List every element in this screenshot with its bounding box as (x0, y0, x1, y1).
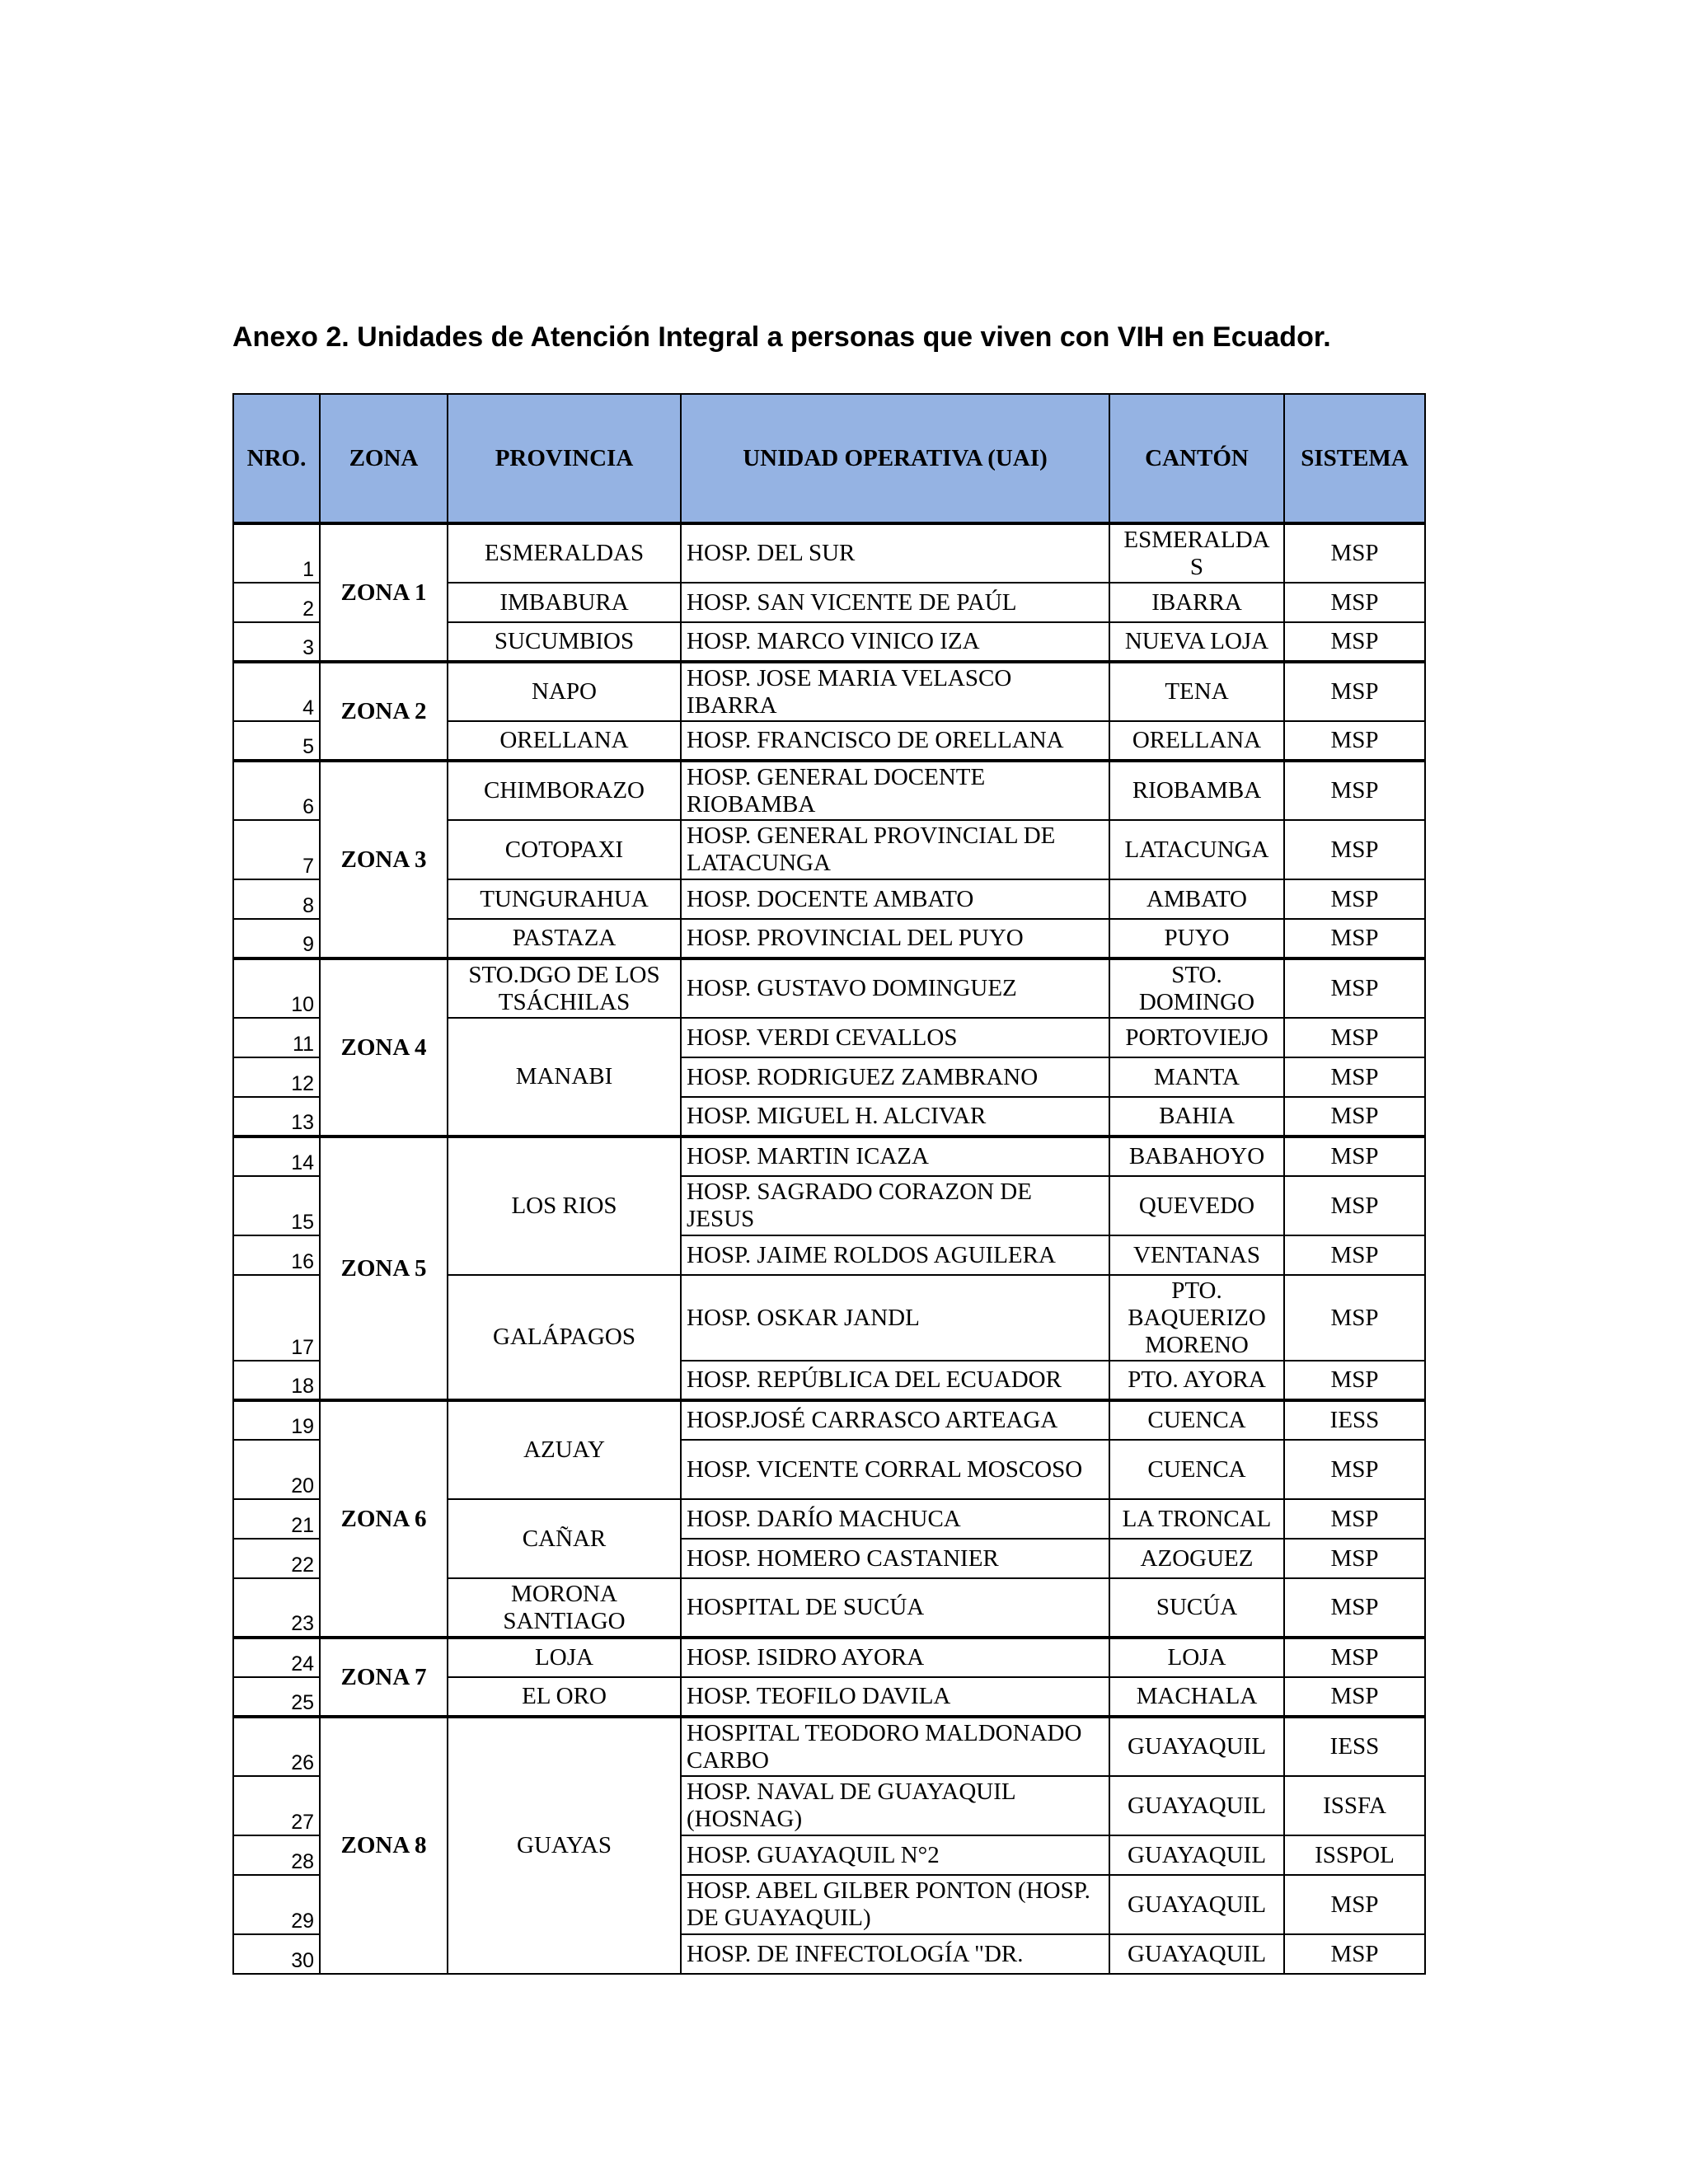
system-cell: MSP (1284, 523, 1425, 583)
canton-cell: BABAHOYO (1109, 1137, 1284, 1176)
canton-cell: LATACUNGA (1109, 820, 1284, 879)
row-number: 26 (233, 1717, 320, 1776)
table-row (233, 662, 1425, 721)
unit-cell: HOSP. VERDI CEVALLOS (681, 1018, 1109, 1057)
unit-cell: HOSP. MARTIN ICAZA (681, 1137, 1109, 1176)
document-title: Anexo 2. Unidades de Atención Integral a personas que viven con VIH en Ecuador. (232, 321, 1331, 353)
system-cell: ISSFA (1284, 1776, 1425, 1835)
unit-cell: HOSP. DEL SUR (681, 523, 1109, 583)
row-number: 6 (233, 761, 320, 820)
unit-cell: HOSP. FRANCISCO DE ORELLANA (681, 721, 1109, 761)
unit-cell: HOSP. SAGRADO CORAZON DE JESUS (681, 1176, 1109, 1235)
canton-cell: SUCÚA (1109, 1578, 1284, 1638)
unit-cell: HOSP. PROVINCIAL DEL PUYO (681, 919, 1109, 958)
row-number: 25 (233, 1677, 320, 1717)
zone-cell: ZONA 8 (320, 1717, 448, 1974)
zone-cell: ZONA 4 (320, 958, 448, 1137)
unit-cell: HOSP. JOSE MARIA VELASCO IBARRA (681, 662, 1109, 721)
zone-cell: ZONA 7 (320, 1638, 448, 1717)
unit-cell: HOSP. MIGUEL H. ALCIVAR (681, 1097, 1109, 1137)
unit-cell: HOSP. GUSTAVO DOMINGUEZ (681, 958, 1109, 1018)
canton-cell: TENA (1109, 662, 1284, 721)
canton-cell: RIOBAMBA (1109, 761, 1284, 820)
canton-cell: GUAYAQUIL (1109, 1717, 1284, 1776)
unit-cell: HOSP. NAVAL DE GUAYAQUIL (HOSNAG) (681, 1776, 1109, 1835)
uai-table (232, 393, 1426, 1975)
unit-cell: HOSP. ABEL GILBER PONTON (HOSP. DE GUAYAQUIL) (681, 1875, 1109, 1934)
system-cell: MSP (1284, 1275, 1425, 1361)
system-cell: MSP (1284, 1677, 1425, 1717)
system-cell: IESS (1284, 1717, 1425, 1776)
row-number: 18 (233, 1361, 320, 1400)
row-number: 30 (233, 1934, 320, 1974)
province-cell: AZUAY (448, 1400, 681, 1499)
system-cell: MSP (1284, 761, 1425, 820)
system-cell: MSP (1284, 721, 1425, 761)
row-number: 24 (233, 1638, 320, 1677)
system-cell: MSP (1284, 919, 1425, 958)
canton-cell: QUEVEDO (1109, 1176, 1284, 1235)
unit-cell: HOSP. HOMERO CASTANIER (681, 1539, 1109, 1578)
header-canton: CANTÓN (1109, 394, 1284, 523)
header-provincia: PROVINCIA (448, 394, 681, 523)
zone-cell: ZONA 5 (320, 1137, 448, 1400)
system-cell: ISSPOL (1284, 1835, 1425, 1875)
header-nro: NRO. (233, 394, 320, 523)
table-row (233, 1717, 1425, 1776)
unit-cell: HOSP. DOCENTE AMBATO (681, 879, 1109, 919)
canton-cell: PUYO (1109, 919, 1284, 958)
canton-cell: GUAYAQUIL (1109, 1776, 1284, 1835)
unit-cell: HOSP. MARCO VINICO IZA (681, 622, 1109, 662)
row-number: 4 (233, 662, 320, 721)
canton-cell: STO. DOMINGO (1109, 958, 1284, 1018)
table-row (233, 523, 1425, 583)
table-row (233, 1638, 1425, 1677)
row-number: 17 (233, 1275, 320, 1361)
row-number: 23 (233, 1578, 320, 1638)
unit-cell: HOSP. ISIDRO AYORA (681, 1638, 1109, 1677)
unit-cell: HOSP. SAN VICENTE DE PAÚL (681, 583, 1109, 622)
canton-cell: PORTOVIEJO (1109, 1018, 1284, 1057)
row-number: 8 (233, 879, 320, 919)
row-number: 27 (233, 1776, 320, 1835)
system-cell: MSP (1284, 1934, 1425, 1974)
zone-cell: ZONA 6 (320, 1400, 448, 1638)
province-cell: ESMERALDAS (448, 523, 681, 583)
system-cell: MSP (1284, 958, 1425, 1018)
canton-cell: IBARRA (1109, 583, 1284, 622)
unit-cell: HOSP. JAIME ROLDOS AGUILERA (681, 1235, 1109, 1275)
canton-cell: GUAYAQUIL (1109, 1835, 1284, 1875)
canton-cell: AMBATO (1109, 879, 1284, 919)
unit-cell: HOSPITAL TEODORO MALDONADO CARBO (681, 1717, 1109, 1776)
canton-cell: MANTA (1109, 1057, 1284, 1097)
province-cell: IMBABURA (448, 583, 681, 622)
province-cell: GALÁPAGOS (448, 1275, 681, 1400)
unit-cell: HOSP. DE INFECTOLOGÍA "DR. (681, 1934, 1109, 1974)
header-zona: ZONA (320, 394, 448, 523)
row-number: 16 (233, 1235, 320, 1275)
province-cell: STO.DGO DE LOS TSÁCHILAS (448, 958, 681, 1018)
header-unidad: UNIDAD OPERATIVA (UAI) (681, 394, 1109, 523)
row-number: 11 (233, 1018, 320, 1057)
unit-cell: HOSP. RODRIGUEZ ZAMBRANO (681, 1057, 1109, 1097)
province-cell: MORONA SANTIAGO (448, 1578, 681, 1638)
canton-cell: NUEVA LOJA (1109, 622, 1284, 662)
row-number: 9 (233, 919, 320, 958)
system-cell: IESS (1284, 1400, 1425, 1440)
row-number: 5 (233, 721, 320, 761)
table-row (233, 761, 1425, 820)
system-cell: MSP (1284, 820, 1425, 879)
row-number: 10 (233, 958, 320, 1018)
province-cell: CHIMBORAZO (448, 761, 681, 820)
province-cell: EL ORO (448, 1677, 681, 1717)
row-number: 14 (233, 1137, 320, 1176)
system-cell: MSP (1284, 1539, 1425, 1578)
row-number: 20 (233, 1440, 320, 1499)
table-row (233, 958, 1425, 1018)
canton-cell: CUENCA (1109, 1440, 1284, 1499)
canton-cell: AZOGUEZ (1109, 1539, 1284, 1578)
unit-cell: HOSP. REPÚBLICA DEL ECUADOR (681, 1361, 1109, 1400)
province-cell: ORELLANA (448, 721, 681, 761)
province-cell: MANABI (448, 1018, 681, 1137)
canton-cell: PTO. AYORA (1109, 1361, 1284, 1400)
unit-cell: HOSP. DARÍO MACHUCA (681, 1499, 1109, 1539)
canton-cell: PTO. BAQUERIZO MORENO (1109, 1275, 1284, 1361)
row-number: 3 (233, 622, 320, 662)
row-number: 22 (233, 1539, 320, 1578)
province-cell: SUCUMBIOS (448, 622, 681, 662)
system-cell: MSP (1284, 879, 1425, 919)
row-number: 2 (233, 583, 320, 622)
province-cell: NAPO (448, 662, 681, 721)
canton-cell: BAHIA (1109, 1097, 1284, 1137)
header-sistema: SISTEMA (1284, 394, 1425, 523)
system-cell: MSP (1284, 1235, 1425, 1275)
row-number: 28 (233, 1835, 320, 1875)
system-cell: MSP (1284, 1057, 1425, 1097)
system-cell: MSP (1284, 1440, 1425, 1499)
header-row (233, 394, 1425, 523)
zone-cell: ZONA 3 (320, 761, 448, 958)
zone-cell: ZONA 1 (320, 523, 448, 662)
province-cell: LOS RIOS (448, 1137, 681, 1275)
system-cell: MSP (1284, 1176, 1425, 1235)
row-number: 29 (233, 1875, 320, 1934)
row-number: 19 (233, 1400, 320, 1440)
canton-cell: MACHALA (1109, 1677, 1284, 1717)
system-cell: MSP (1284, 1578, 1425, 1638)
canton-cell: ESMERALDA S (1109, 523, 1284, 583)
canton-cell: GUAYAQUIL (1109, 1875, 1284, 1934)
row-number: 7 (233, 820, 320, 879)
system-cell: MSP (1284, 1361, 1425, 1400)
system-cell: MSP (1284, 583, 1425, 622)
row-number: 1 (233, 523, 320, 583)
system-cell: MSP (1284, 662, 1425, 721)
row-number: 15 (233, 1176, 320, 1235)
province-cell: GUAYAS (448, 1717, 681, 1974)
unit-cell: HOSP. GENERAL DOCENTE RIOBAMBA (681, 761, 1109, 820)
canton-cell: CUENCA (1109, 1400, 1284, 1440)
province-cell: PASTAZA (448, 919, 681, 958)
system-cell: MSP (1284, 622, 1425, 662)
unit-cell: HOSP. GUAYAQUIL N°2 (681, 1835, 1109, 1875)
canton-cell: ORELLANA (1109, 721, 1284, 761)
unit-cell: HOSP. TEOFILO DAVILA (681, 1677, 1109, 1717)
table-row (233, 1137, 1425, 1176)
unit-cell: HOSPITAL DE SUCÚA (681, 1578, 1109, 1638)
unit-cell: HOSP. GENERAL PROVINCIAL DE LATACUNGA (681, 820, 1109, 879)
province-cell: LOJA (448, 1638, 681, 1677)
system-cell: MSP (1284, 1499, 1425, 1539)
canton-cell: VENTANAS (1109, 1235, 1284, 1275)
province-cell: CAÑAR (448, 1499, 681, 1578)
system-cell: MSP (1284, 1097, 1425, 1137)
table-row (233, 1400, 1425, 1440)
canton-cell: LA TRONCAL (1109, 1499, 1284, 1539)
row-number: 12 (233, 1057, 320, 1097)
province-cell: COTOPAXI (448, 820, 681, 879)
unit-cell: HOSP. OSKAR JANDL (681, 1275, 1109, 1361)
unit-cell: HOSP. VICENTE CORRAL MOSCOSO (681, 1440, 1109, 1499)
system-cell: MSP (1284, 1638, 1425, 1677)
row-number: 21 (233, 1499, 320, 1539)
province-cell: TUNGURAHUA (448, 879, 681, 919)
system-cell: MSP (1284, 1875, 1425, 1934)
row-number: 13 (233, 1097, 320, 1137)
unit-cell: HOSP.JOSÉ CARRASCO ARTEAGA (681, 1400, 1109, 1440)
zone-cell: ZONA 2 (320, 662, 448, 761)
canton-cell: LOJA (1109, 1638, 1284, 1677)
system-cell: MSP (1284, 1137, 1425, 1176)
system-cell: MSP (1284, 1018, 1425, 1057)
canton-cell: GUAYAQUIL (1109, 1934, 1284, 1974)
